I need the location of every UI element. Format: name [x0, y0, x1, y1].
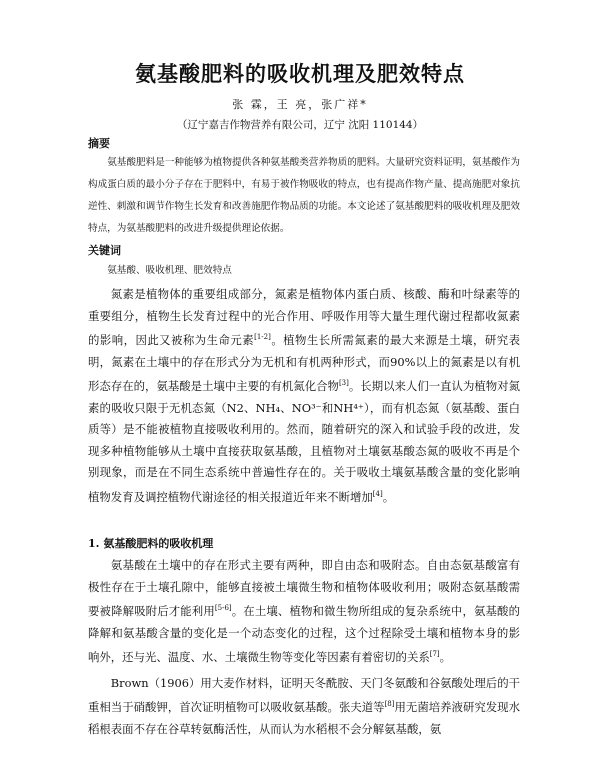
section1-paragraph-1	[88, 555, 520, 669]
abstract-heading: 摘要	[88, 137, 110, 150]
section1-body	[88, 555, 520, 740]
keywords-heading: 关键词	[88, 244, 121, 257]
affiliation: （辽宁嘉吉作物营养有限公司，辽宁 沈阳 110144）	[176, 119, 424, 131]
intro-section	[88, 284, 520, 508]
intro-paragraph	[88, 284, 520, 508]
paper-title: 氨基酸肥料的吸收机理及肥效特点	[135, 61, 465, 86]
section1	[88, 535, 520, 551]
citation-ref: [3]	[338, 379, 349, 388]
intro-text-c: 。长期以来人们一直认为植物对氮素的吸收只限于无机态氮（N2、NH₄、NO³⁻和NH⁴⁺），而有机态氮（氨基酸、蛋白质等）是不能被植物直接吸收利用的。然而，随着研究的深入和试验手段的改进，发现多种植物能够从土壤中直接获取氨基酸，且植物对土壤氨基酸态氮的吸收不再是个别现象，而是在不同生态系统中普遍性存在的。关于吸收土壤氨基酸含量的变化影响植物发育及调控植物代谢途径的相关报道近年来不断增加	[88, 378, 520, 504]
keywords-body	[88, 260, 520, 282]
section1-text-c: 。	[439, 649, 452, 664]
citation-ref: [4]	[372, 489, 383, 498]
keywords-section	[88, 242, 520, 258]
abstract-body	[88, 152, 520, 240]
intro-text-b: 。植物生长所需氮素的最大来源是土壤，研究表明，氮素在土壤中的存在形式分为无机和有机两种形式，而90%以上的氮素是以有机形态存在的，氨基酸是土壤中主要的有机氮化合物	[88, 332, 520, 393]
citation-ref: [5-6]	[214, 604, 232, 613]
abstract-text: 氨基酸肥料是一种能够为植物提供各种氨基酸类营养物质的肥料。大量研究资料证明，氨基酸作为构成蛋白质的最小分子存在于肥料中，有易于被作物吸收的特点，也有提高作物产量、提高施肥对象抗逆性、刺激和调节作物生长发育和改善施肥作物品质的功能。本文论述了氨基酸肥料的吸收机理及肥效特点，为氨基酸肥料的改进升级提供理论依据。	[88, 157, 520, 234]
author-list: 张 霖，王 亮，张广祥*	[232, 98, 368, 111]
section1-text-e: 用无菌培养液研究发现水稻根表面不存在谷草转氨酶活性，从而认为水稻根不会分解氨基酸，氨	[88, 699, 520, 736]
abstract-section	[88, 135, 520, 151]
keywords-text: 氨基酸、吸收机理、肥效特点	[107, 265, 232, 276]
section1-text-a: 氨基酸在土壤中的存在形式主要有两种，即自由态和吸附态。自由态氨基酸富有极性存在于土壤孔隙中，能够直接被土壤微生物和植物体吸收利用；吸附态氨基酸需要被降解吸附后才能利用	[88, 558, 520, 618]
section1-heading: 1. 氨基酸肥料的吸收机理	[88, 537, 214, 550]
intro-text-d: 。	[382, 489, 395, 504]
section1-text-d: Brown（1906）用大麦作材料，证明天冬酰胺、天门冬氨酸和谷氨酸处理后的干重相当于硝酸钾，首次证明植物可以吸收氨基酸。张夫道等	[88, 675, 520, 714]
citation-ref: [7]	[429, 650, 440, 659]
section1-paragraph-2	[88, 673, 520, 741]
intro-text-a: 氮素是植物体的重要组成部分，氮素是植物体内蛋白质、核酸、酶和叶绿素等的重要组分，植物生长发育过程中的光合作用、呼吸作用等大量生理代谢过程都收氮素的影响，因此又被称为生命元素	[88, 287, 520, 347]
citation-ref: [1-2]	[254, 333, 271, 342]
citation-ref: [8]	[384, 700, 395, 709]
section1-text-b: 。在土壤、植物和微生物所组成的复杂系统中，氨基酸的降解和氨基酸含量的变化是一个动态变化的过程，这个过程除受土壤和植物本身的影响外，还与光、温度、水、土壤微生物等变化等因素有着密切的关系	[88, 603, 520, 664]
